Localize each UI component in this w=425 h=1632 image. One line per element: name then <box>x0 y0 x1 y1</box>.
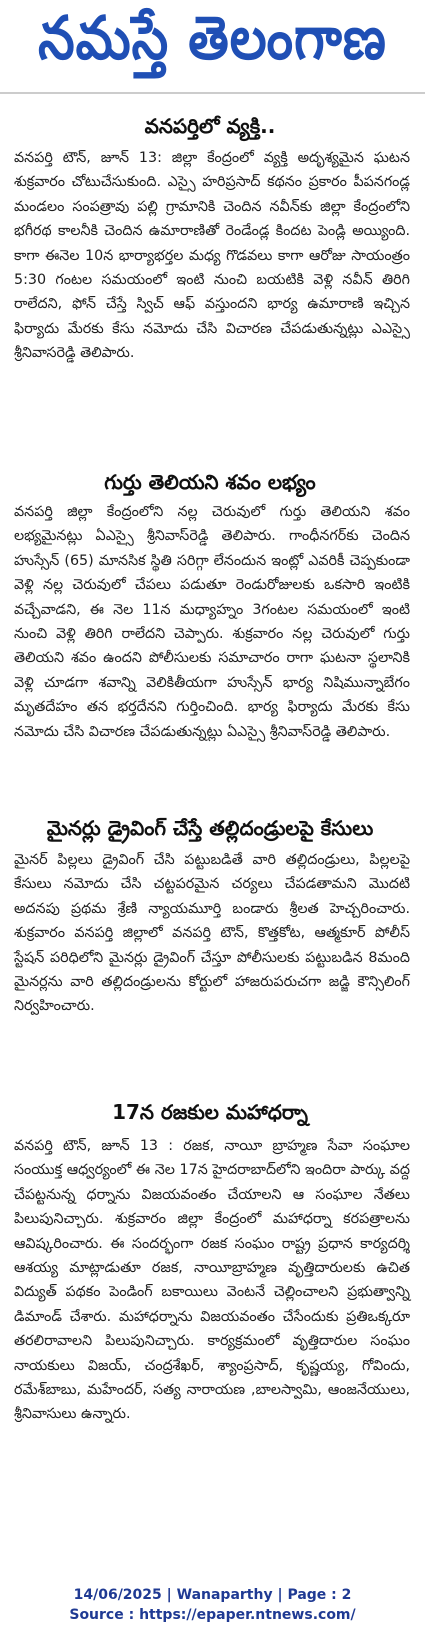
article-2 <box>8 468 412 744</box>
article-body: వనపర్తి జిల్లా కేంద్రంలోని నల్ల చెరువులో గుర్తు తెలియని శవం లభ్యమైనట్లు ఏఎస్సై శ్రీనివాస్‌రెడ్డి తెలిపారు. గాంధీనగర్‌కు చెందిన హుస్సేన్ (65) మానసిక స్థితి సరిగ్గా లేనందున ఇంట్లో ఎవరికీ చెప్పకుండా వెళ్లి నల్ల చెరువులో చేపలు పడుతూ రెండురోజులకు ఒకసారి ఇంటికి వచ్చేవాడని, ఈ నెల 11న మధ్యాహ్నం 3గంటల సమయంలో ఇంటి నుంచి వెళ్లి తిరిగి రాలేదని చెప్పారు. శుక్రవారం నల్ల చెరువులో గుర్తు తెలియని శవం ఉందని పోలీసులకు సమాచారం రాగా ఘటనా స్థలానికి వెళ్లి చూడగా శవాన్ని వెలికితీయగా హుస్సేన్ భార్య నిషిమున్నాబేగం మృతదేహం తన భర్తదేనని గుర్తించింది. భార్య ఫిర్యాదు మేరకు కేసు నమోదు చేసి విచారణ చేపడుతున్నట్లు ఏఎస్సై శ్రీనివాస్‌రెడ్డి తెలిపారు. <box>14 504 410 740</box>
footer-source-line: Source : https://epaper.ntnews.com/ <box>69 1607 356 1623</box>
article-3 <box>8 814 412 1019</box>
newspaper-logo: నమస్తే తెలంగాణ <box>38 4 387 74</box>
article-body: వనపర్తి టౌన్, జూన్ 13: జిల్లా కేంద్రంలో వ్యక్తి అదృశ్యమైన ఘటన శుక్రవారం చోటుచేసుకుంది. ఎస్సై హరిప్రసాద్ కథనం ప్రకారం పీపనగండ్ల మండలం సంపత్రావు పల్లి గ్రామానికి చెందిన నవీన్‌కు జిల్లా కేంద్రంలోని భగీరథ కాలనీకి చెందిన ఉమారాణితో రెండేండ్ల కిందట పెండ్లి అయ్యింది. కాగా ఈనెల 10న భార్యాభర్తల మధ్య గొడవలు కాగా ఆరోజు సాయంత్రం 5:30 గంటల సమయంలో ఇంటి నుంచి బయటికి వెళ్లి నవీన్ తిరిగి రాలేదని, ఫోన్ చేస్తే స్విచ్ ఆఫ్ వస్తుందని భార్య ఉమారాణి ఇచ్చిన ఫిర్యాదు మేరకు కేసు నమోదు చేసి విచారణ చేపడుతున్నట్లు ఎఎస్సై శ్రీనివాసరెడ్డి తెలిపారు. <box>14 150 410 362</box>
article-body: వనపర్తి టౌన్, జూన్ 13 : రజక, నాయీ బ్రాహ్మణ సేవా సంఘాల సంయుక్త ఆధ్వర్యంలో ఈ నెల 17న హైదరాబాద్‌లోని ఇందిరా పార్కు వద్ద చేపట్టనున్న ధర్నాను విజయవంతం చేయాలని ఆ సంఘాల నేతలు పిలుపునిచ్చారు. శుక్రవారం జిల్లా కేంద్రంలో మహాధర్నా కరపత్రాలను ఆవిష్కరించారు. ఈ సందర్భంగా రజక సంఘం రాష్ట్ర ప్రధాన కార్యదర్శి ఆశయ్య మాట్లాడుతూ రజక, నాయీబ్రాహ్మణ వృత్తిదారులకు ఉచిత విద్యుత్ పథకం పెండింగ్ బకాయిలు వెంటనే చెల్లించాలని ప్రభుత్వాన్ని డిమాండ్ చేశారు. మహాధర్నాను విజయవంతం చేసేందుకు ప్రతిఒక్కరూ తరలిరావాలని పిలుపునిచ్చారు. కార్యక్రమంలో వృత్తిదారుల సంఘం నాయకులు విజయ్, చంద్రశేఖర్, శ్యాంప్రసాద్, కృష్ణయ్య, గోవిందు, రమేశ్‌బాబు, మహేందర్, సత్య నారాయణ ,బాలస్వామి, ఆంజనేయులు, శ్రీనివాసులు ఉన్నారు. <box>14 1138 410 1423</box>
article-4 <box>8 1098 412 1427</box>
article-body: మైనర్ పిల్లలు డ్రైవింగ్ చేసి పట్టుబడితే వారి తల్లిదండ్రులు, పిల్లలపై కేసులు నమోదు చేసి చట్టపరమైన చర్యలు చేపడతామని మొదటి అదనపు ప్రథమ శ్రేణి న్యాయమూర్తి బండారు శ్రీలత హెచ్చరించారు. శుక్రవారం వనపర్తి జిల్లాలో వనపర్తి టౌన్, కొత్తకోట, ఆత్మకూర్ పోలీస్ స్టేషన్ పరిధిలోని మైనర్లు డ్రైవింగ్ చేస్తూ పోలీసులకు పట్టుబడిన 8మంది మైనర్లను వారి తల్లిదండ్రులను కోర్టులో హాజరుపరుచగా జడ్జి కౌన్సిలింగ్ నిర్వహించారు. <box>14 852 410 1015</box>
masthead <box>0 0 425 94</box>
article-headline: 17న రజకుల మహాధర్నా <box>112 1100 308 1124</box>
article-headline: గుర్తు తెలియని శవం లభ్యం <box>104 470 316 494</box>
clipped-text-fragment <box>110 98 210 108</box>
article-headline: మైనర్లు డ్రైవింగ్ చేస్తే తల్లిదండ్రులపై కేసులు <box>46 816 374 840</box>
article-1 <box>8 112 412 366</box>
article-headline: వనపర్తిలో వ్యక్తి.. <box>144 114 276 138</box>
footer-date-line: 14/06/2025 | Wanaparthy | Page : 2 <box>73 1587 352 1603</box>
